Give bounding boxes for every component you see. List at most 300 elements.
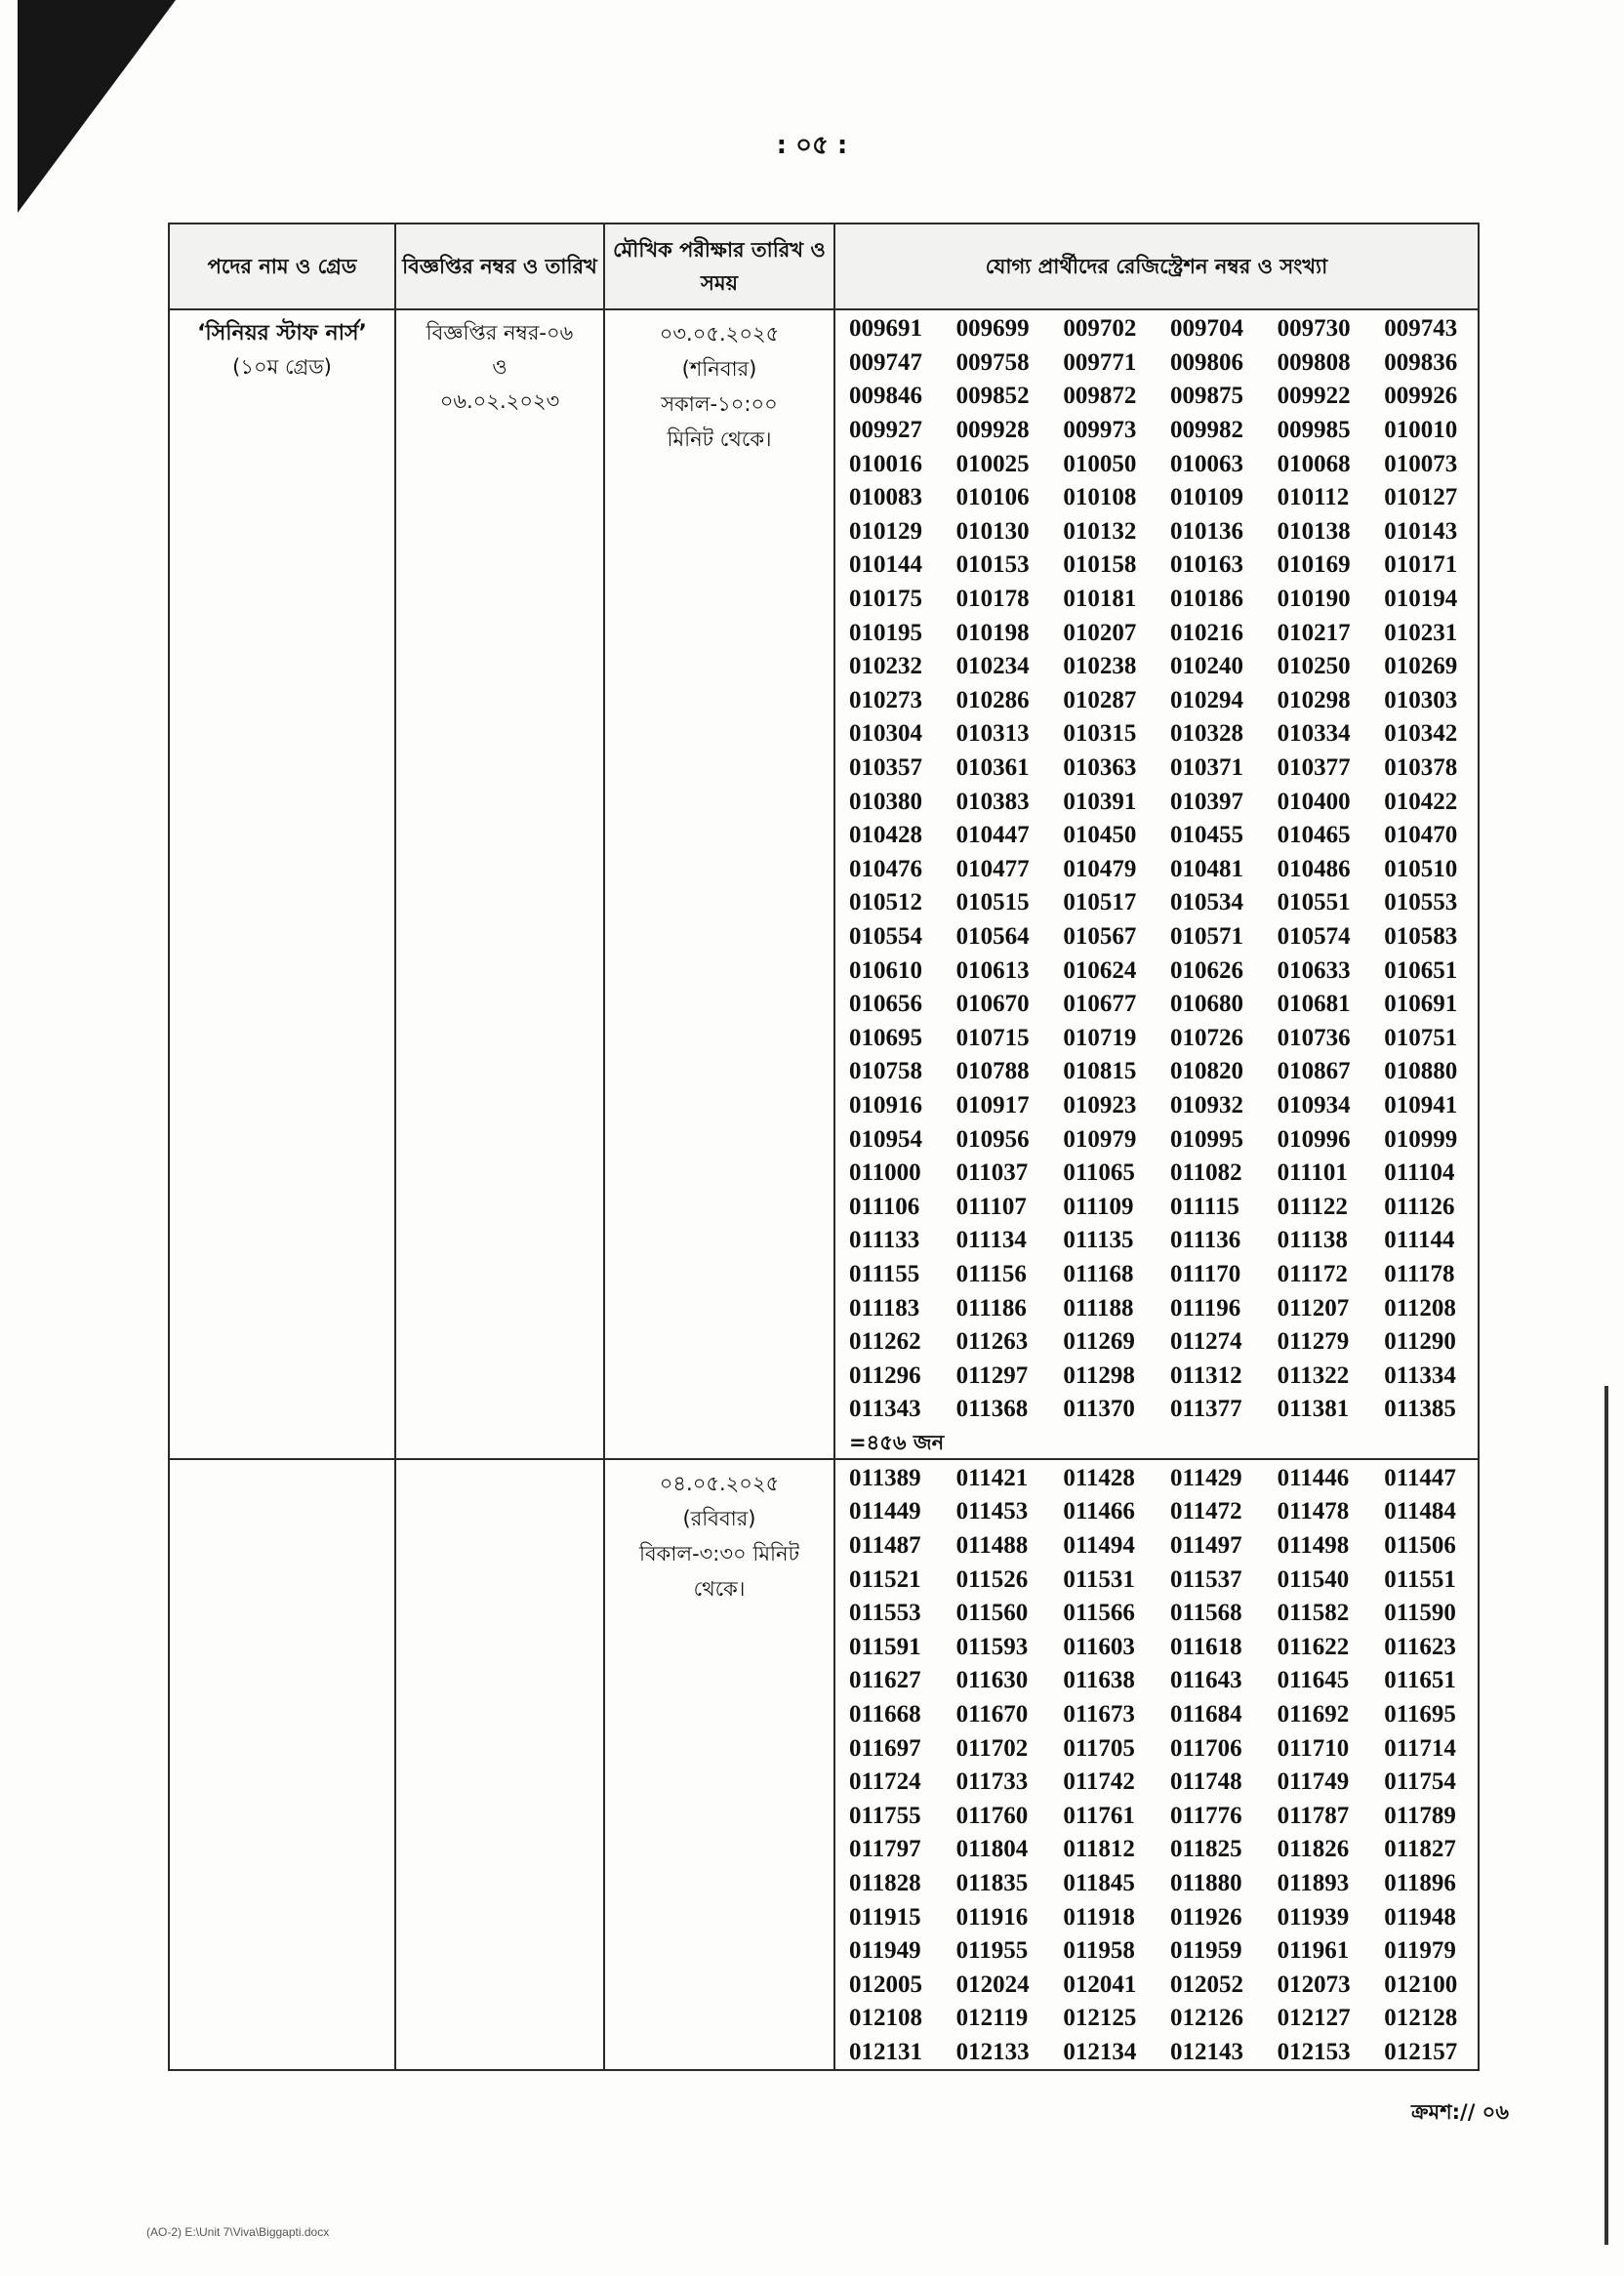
registration-number: 011138 — [1277, 1227, 1348, 1254]
registration-number: 011880 — [1169, 1870, 1242, 1897]
registration-number: 011279 — [1277, 1328, 1350, 1356]
registration-number: 011101 — [1277, 1159, 1348, 1187]
registration-number: 011377 — [1169, 1396, 1242, 1423]
registration-number: 011178 — [1384, 1260, 1455, 1287]
registration-number: 011428 — [1063, 1464, 1135, 1491]
notice-number: বিজ্ঞপ্তির নম্বর-০৬ — [426, 321, 574, 345]
registration-number: 010106 — [955, 484, 1030, 511]
registration-number: 011949 — [849, 1937, 921, 1965]
registration-row — [835, 1258, 1478, 1292]
registration-number: 010175 — [849, 586, 922, 613]
registration-number: 011749 — [1277, 1768, 1350, 1796]
registration-number: 010479 — [1063, 855, 1137, 882]
registration-row — [835, 1529, 1478, 1564]
registration-number: 011208 — [1384, 1294, 1456, 1321]
registration-number: 010287 — [1063, 686, 1137, 713]
registration-number: 011135 — [1063, 1227, 1134, 1254]
registration-number: 010132 — [1063, 517, 1137, 545]
registration-number: 011109 — [1063, 1193, 1134, 1220]
registration-row — [835, 1563, 1478, 1597]
registration-number: 011065 — [1063, 1159, 1135, 1187]
registration-number: 010273 — [849, 686, 922, 713]
registration-number: 010477 — [955, 855, 1030, 882]
registration-number: 009704 — [1169, 315, 1243, 343]
registration-cell-1 — [834, 309, 1479, 1459]
registration-number: 010932 — [1169, 1091, 1243, 1118]
scan-edge-line — [1604, 1386, 1608, 2245]
registration-number: 010999 — [1384, 1125, 1458, 1153]
registration-row — [835, 1900, 1478, 1934]
registration-number: 010216 — [1169, 619, 1243, 646]
registration-number: 011521 — [849, 1565, 921, 1593]
registration-row — [835, 920, 1478, 955]
registration-row — [835, 312, 1478, 346]
registration-number: 011186 — [955, 1294, 1027, 1321]
registration-number: 010815 — [1063, 1058, 1137, 1085]
header-exam: মৌখিক পরীক্ষার তারিখ ও সময় — [604, 224, 834, 309]
registration-grid-2 — [835, 1462, 1478, 2070]
registration-number: 010303 — [1384, 686, 1458, 713]
registration-number: 010979 — [1063, 1125, 1137, 1153]
registration-number: 011497 — [1169, 1532, 1242, 1560]
registration-number: 011298 — [1063, 1362, 1135, 1389]
registration-number: 011494 — [1063, 1532, 1135, 1560]
registration-number: 010736 — [1277, 1024, 1351, 1051]
registration-number: 010025 — [955, 450, 1030, 477]
registration-number: 010108 — [1063, 484, 1137, 511]
registration-number: 012108 — [849, 2005, 922, 2032]
registration-row — [835, 346, 1478, 381]
registration-number: 011560 — [955, 1600, 1029, 1627]
registration-number: 010677 — [1063, 991, 1137, 1018]
registration-number: 011000 — [849, 1159, 921, 1187]
registration-row — [835, 785, 1478, 819]
registration-row — [835, 954, 1478, 988]
registration-row — [835, 549, 1478, 583]
registration-row — [835, 886, 1478, 920]
registration-number: 012052 — [1169, 1971, 1243, 1998]
registration-number: 010680 — [1169, 991, 1243, 1018]
registration-number: 011566 — [1063, 1600, 1135, 1627]
scan-corner-mark — [18, 0, 176, 213]
registration-number: 011551 — [1384, 1565, 1456, 1593]
registration-number: 010363 — [1063, 754, 1137, 782]
registration-number: 010195 — [849, 619, 922, 646]
registration-number: 010269 — [1384, 653, 1458, 680]
registration-number: 010954 — [849, 1125, 922, 1153]
registration-number: 010450 — [1063, 822, 1137, 849]
registration-number: 010181 — [1063, 586, 1137, 613]
registration-number: 009699 — [955, 315, 1030, 343]
registration-row — [835, 414, 1478, 448]
post-name: ‘সিনিয়র স্টাফ নার্স’ — [197, 321, 367, 345]
exam-time-suffix: মিনিট থেকে। — [667, 427, 772, 451]
registration-number: 010534 — [1169, 889, 1243, 916]
registration-grid-1 — [835, 312, 1478, 1427]
registration-number: 010751 — [1384, 1024, 1458, 1051]
registration-number: 011107 — [955, 1193, 1027, 1220]
registration-number: 010715 — [955, 1024, 1030, 1051]
registration-number: 011670 — [955, 1701, 1029, 1728]
exam-date: ০৪.০৫.২০২৫ — [659, 1471, 780, 1495]
registration-number: 011126 — [1384, 1193, 1455, 1220]
registration-number: 009836 — [1384, 348, 1458, 376]
registration-number: 010194 — [1384, 586, 1458, 613]
registration-number: 012041 — [1063, 1971, 1137, 1998]
registration-number: 009926 — [1384, 383, 1458, 410]
registration-row — [835, 2002, 1478, 2036]
registration-number: 011447 — [1384, 1464, 1456, 1491]
registration-number: 010476 — [849, 855, 922, 882]
registration-number: 009872 — [1063, 383, 1137, 410]
registration-number: 010112 — [1277, 484, 1350, 511]
registration-number: 011526 — [955, 1565, 1029, 1593]
registration-number: 010371 — [1169, 754, 1243, 782]
registration-number: 010956 — [955, 1125, 1030, 1153]
registration-number: 009982 — [1169, 417, 1243, 444]
registration-number: 011262 — [849, 1328, 921, 1356]
registration-row — [835, 650, 1478, 684]
registration-number: 010361 — [955, 754, 1030, 782]
registration-number: 010574 — [1277, 922, 1351, 950]
registration-number: 010470 — [1384, 822, 1458, 849]
registration-number: 010190 — [1277, 586, 1351, 613]
registration-number: 010383 — [955, 788, 1030, 815]
registration-number: 011948 — [1384, 1903, 1456, 1931]
registration-number: 011568 — [1169, 1600, 1242, 1627]
registration-number: 012024 — [955, 1971, 1030, 1998]
registration-number: 011553 — [849, 1600, 921, 1627]
registration-number: 010186 — [1169, 586, 1243, 613]
registration-number: 010231 — [1384, 619, 1458, 646]
header-candidates: যোগ্য প্রার্থীদের রেজিস্ট্রেশন নম্বর ও সংখ্যা — [834, 224, 1479, 309]
registration-number: 010010 — [1384, 417, 1458, 444]
registration-number: 011916 — [955, 1903, 1029, 1931]
registration-number: 011582 — [1277, 1600, 1350, 1627]
registration-number: 011593 — [955, 1633, 1029, 1660]
registration-number: 012131 — [849, 2038, 922, 2065]
registration-number: 010073 — [1384, 450, 1458, 477]
registration-row — [835, 1157, 1478, 1191]
registration-number: 010626 — [1169, 956, 1243, 984]
registration-number: 010633 — [1277, 956, 1351, 984]
registration-row — [835, 1055, 1478, 1089]
registration-number: 010695 — [849, 1024, 922, 1051]
registration-row — [835, 1089, 1478, 1123]
registration-number: 011172 — [1277, 1260, 1348, 1287]
registration-number: 012134 — [1063, 2038, 1137, 2065]
registration-number: 010234 — [955, 653, 1030, 680]
registration-number: 011263 — [955, 1328, 1029, 1356]
registration-number: 011797 — [849, 1836, 921, 1863]
registration-row — [835, 752, 1478, 786]
registration-number: 011506 — [1384, 1532, 1456, 1560]
registration-number: 011645 — [1277, 1667, 1350, 1694]
registration-number: 011697 — [849, 1734, 921, 1762]
registration-number: 010178 — [955, 586, 1030, 613]
registration-number: 010380 — [849, 788, 922, 815]
registration-number: 011955 — [955, 1937, 1029, 1965]
registration-number: 009985 — [1277, 417, 1351, 444]
registration-number: 011381 — [1277, 1396, 1350, 1423]
registration-row — [835, 1833, 1478, 1867]
registration-number: 010294 — [1169, 686, 1243, 713]
registration-row — [835, 853, 1478, 887]
registration-number: 011939 — [1277, 1903, 1350, 1931]
registration-number: 010083 — [849, 484, 922, 511]
registration-number: 010217 — [1277, 619, 1351, 646]
registration-row — [835, 1766, 1478, 1800]
registration-number: 011630 — [955, 1667, 1029, 1694]
registration-row — [835, 380, 1478, 414]
registration-row — [835, 1934, 1478, 1969]
registration-number: 011115 — [1169, 1193, 1239, 1220]
registration-number: 010304 — [849, 720, 922, 748]
registration-number: 011915 — [849, 1903, 921, 1931]
registration-number: 011446 — [1277, 1464, 1350, 1491]
registration-number: 011804 — [955, 1836, 1029, 1863]
registration-number: 011389 — [849, 1464, 921, 1491]
registration-row — [835, 1291, 1478, 1325]
registration-number: 011835 — [955, 1870, 1029, 1897]
registration-number: 010143 — [1384, 517, 1458, 545]
registration-number: 011312 — [1169, 1362, 1242, 1389]
registration-number: 010153 — [955, 551, 1030, 579]
registration-number: 010934 — [1277, 1091, 1351, 1118]
registration-number: 011122 — [1277, 1193, 1348, 1220]
registration-number: 010313 — [955, 720, 1030, 748]
header-post: পদের নাম ও গ্রেড — [169, 224, 395, 309]
registration-number: 010129 — [849, 517, 922, 545]
registration-number: 011754 — [1384, 1768, 1456, 1796]
registration-number: 011429 — [1169, 1464, 1242, 1491]
registration-number: 010567 — [1063, 922, 1137, 950]
registration-number: 010171 — [1384, 551, 1458, 579]
registration-number: 010238 — [1063, 653, 1137, 680]
registration-number: 012126 — [1169, 2005, 1243, 2032]
registration-number: 011643 — [1169, 1667, 1242, 1694]
registration-number: 009927 — [849, 417, 922, 444]
exam-time-suffix: থেকে। — [693, 1576, 746, 1601]
registration-number: 010583 — [1384, 922, 1458, 950]
registration-number: 010481 — [1169, 855, 1243, 882]
registration-row — [835, 1021, 1478, 1055]
registration-row — [835, 1597, 1478, 1631]
registration-number: 011385 — [1384, 1396, 1456, 1423]
registration-number: 011959 — [1169, 1937, 1242, 1965]
registration-number: 010400 — [1277, 788, 1351, 815]
registration-number: 011591 — [849, 1633, 921, 1660]
registration-number: 011958 — [1063, 1937, 1135, 1965]
registration-number: 010867 — [1277, 1058, 1351, 1085]
registration-number: 010486 — [1277, 855, 1351, 882]
registration-number: 011322 — [1277, 1362, 1350, 1389]
registration-number: 011896 — [1384, 1870, 1456, 1897]
registration-number: 011531 — [1063, 1565, 1135, 1593]
registration-number: 011705 — [1063, 1734, 1135, 1762]
registration-number: 011297 — [955, 1362, 1029, 1389]
registration-number: 010624 — [1063, 956, 1137, 984]
registration-number: 010250 — [1277, 653, 1351, 680]
registration-number: 011714 — [1384, 1734, 1456, 1762]
registration-row — [835, 1631, 1478, 1665]
registration-number: 011827 — [1384, 1836, 1456, 1863]
registration-row — [835, 1800, 1478, 1834]
registration-number: 011168 — [1063, 1260, 1134, 1287]
registration-number: 010068 — [1277, 450, 1351, 477]
registration-number: 011776 — [1169, 1802, 1242, 1829]
exam-cell-1 — [604, 309, 834, 1459]
registration-number: 009730 — [1277, 315, 1351, 343]
registration-number: 010455 — [1169, 822, 1243, 849]
registration-number: 011183 — [849, 1294, 920, 1321]
registration-number: 011761 — [1063, 1802, 1135, 1829]
registration-number: 012128 — [1384, 2005, 1458, 2032]
registration-row — [835, 1698, 1478, 1732]
registration-number: 009771 — [1063, 348, 1137, 376]
registration-number: 010169 — [1277, 551, 1351, 579]
registration-row — [835, 819, 1478, 853]
registration-number: 011622 — [1277, 1633, 1350, 1660]
registration-row — [835, 1731, 1478, 1766]
registration-number: 010334 — [1277, 720, 1351, 748]
registration-number: 011196 — [1169, 1294, 1241, 1321]
registration-row — [835, 1664, 1478, 1698]
registration-number: 010328 — [1169, 720, 1243, 748]
registration-number: 011789 — [1384, 1802, 1456, 1829]
post-cell-empty — [169, 1459, 395, 2071]
registration-number: 011421 — [955, 1464, 1029, 1491]
registration-number: 010726 — [1169, 1024, 1243, 1051]
registration-number: 011274 — [1169, 1328, 1242, 1356]
registration-row — [835, 2036, 1478, 2070]
registration-row — [835, 684, 1478, 718]
registration-number: 011926 — [1169, 1903, 1242, 1931]
registration-number: 011673 — [1063, 1701, 1135, 1728]
registration-number: 009747 — [849, 348, 922, 376]
registration-number: 011449 — [849, 1498, 921, 1525]
registration-number: 012153 — [1277, 2038, 1351, 2065]
registration-number: 011627 — [849, 1667, 921, 1694]
registration-number: 011104 — [1384, 1159, 1455, 1187]
registration-number: 010788 — [955, 1058, 1030, 1085]
registration-number: 011290 — [1384, 1328, 1456, 1356]
header-notice: বিজ্ঞপ্তির নম্বর ও তারিখ — [395, 224, 604, 309]
registration-row — [835, 1495, 1478, 1529]
registration-number: 009743 — [1384, 315, 1458, 343]
registration-number: 009758 — [955, 348, 1030, 376]
registration-number: 011134 — [955, 1227, 1027, 1254]
registration-number: 011188 — [1063, 1294, 1134, 1321]
registration-number: 010138 — [1277, 517, 1351, 545]
registration-number: 011498 — [1277, 1532, 1350, 1560]
registration-number: 011269 — [1063, 1328, 1135, 1356]
exam-time: সকাল-১০:০০ — [661, 392, 778, 416]
registration-number: 012127 — [1277, 2005, 1351, 2032]
registration-number: 011695 — [1384, 1701, 1456, 1728]
candidates-table — [168, 223, 1480, 2071]
registration-number: 011760 — [955, 1802, 1029, 1829]
registration-row — [835, 1969, 1478, 2003]
continued-note: ক্রমশ:// ০৬ — [1410, 2100, 1509, 2124]
notice-cell — [395, 309, 604, 1459]
registration-number: 011343 — [849, 1396, 921, 1423]
registration-number: 011136 — [1169, 1227, 1241, 1254]
registration-number: 010136 — [1169, 517, 1243, 545]
registration-number: 010995 — [1169, 1125, 1243, 1153]
registration-number: 011296 — [849, 1362, 921, 1389]
registration-row — [835, 1462, 1478, 1496]
registration-number: 011156 — [955, 1260, 1027, 1287]
registration-number: 011702 — [955, 1734, 1029, 1762]
registration-number: 010286 — [955, 686, 1030, 713]
registration-number: 012073 — [1277, 1971, 1351, 1998]
registration-number: 011478 — [1277, 1498, 1350, 1525]
registration-number: 011370 — [1063, 1396, 1135, 1423]
registration-number: 010240 — [1169, 653, 1243, 680]
registration-number: 010512 — [849, 889, 922, 916]
registration-row — [835, 616, 1478, 650]
registration-number: 012119 — [955, 2005, 1029, 2032]
registration-number: 010917 — [955, 1091, 1030, 1118]
registration-number: 010820 — [1169, 1058, 1243, 1085]
registration-number: 010447 — [955, 822, 1030, 849]
registration-number: 011590 — [1384, 1600, 1456, 1627]
registration-number: 010377 — [1277, 754, 1351, 782]
registration-number: 011755 — [849, 1802, 921, 1829]
registration-number: 010109 — [1169, 484, 1243, 511]
exam-cell-2 — [604, 1459, 834, 2071]
registration-number: 010016 — [849, 450, 922, 477]
registration-number: 011893 — [1277, 1870, 1350, 1897]
registration-number: 010422 — [1384, 788, 1458, 815]
registration-number: 011487 — [849, 1532, 921, 1560]
registration-number: 010719 — [1063, 1024, 1137, 1051]
registration-row — [835, 1224, 1478, 1258]
registration-number: 010144 — [849, 551, 922, 579]
registration-number: 011651 — [1384, 1667, 1456, 1694]
notice-cell-empty — [395, 1459, 604, 2071]
registration-number: 011488 — [955, 1532, 1029, 1560]
registration-number: 009808 — [1277, 348, 1351, 376]
registration-number: 010391 — [1063, 788, 1137, 815]
registration-number: 009852 — [955, 383, 1030, 410]
registration-number: 010691 — [1384, 991, 1458, 1018]
registration-number: 011623 — [1384, 1633, 1456, 1660]
registration-number: 010996 — [1277, 1125, 1351, 1153]
registration-number: 011668 — [849, 1701, 921, 1728]
registration-number: 011710 — [1277, 1734, 1350, 1762]
registration-number: 011845 — [1063, 1870, 1135, 1897]
registration-number: 010378 — [1384, 754, 1458, 782]
registration-number: 011472 — [1169, 1498, 1242, 1525]
registration-number: 010610 — [849, 956, 922, 984]
exam-day: (শনিবার) — [681, 357, 757, 381]
registration-row — [835, 988, 1478, 1022]
registration-number: 010232 — [849, 653, 922, 680]
table-header-row — [169, 224, 1479, 309]
registration-number: 009875 — [1169, 383, 1243, 410]
registration-number: 010656 — [849, 991, 922, 1018]
registration-number: 011961 — [1277, 1937, 1350, 1965]
registration-number: 009846 — [849, 383, 922, 410]
registration-row — [835, 1393, 1478, 1427]
registration-row — [835, 1190, 1478, 1224]
registration-number: 009922 — [1277, 383, 1351, 410]
registration-row — [835, 447, 1478, 481]
notice-date: ০৬.০২.২০২৩ — [439, 389, 560, 413]
registration-number: 010651 — [1384, 956, 1458, 984]
